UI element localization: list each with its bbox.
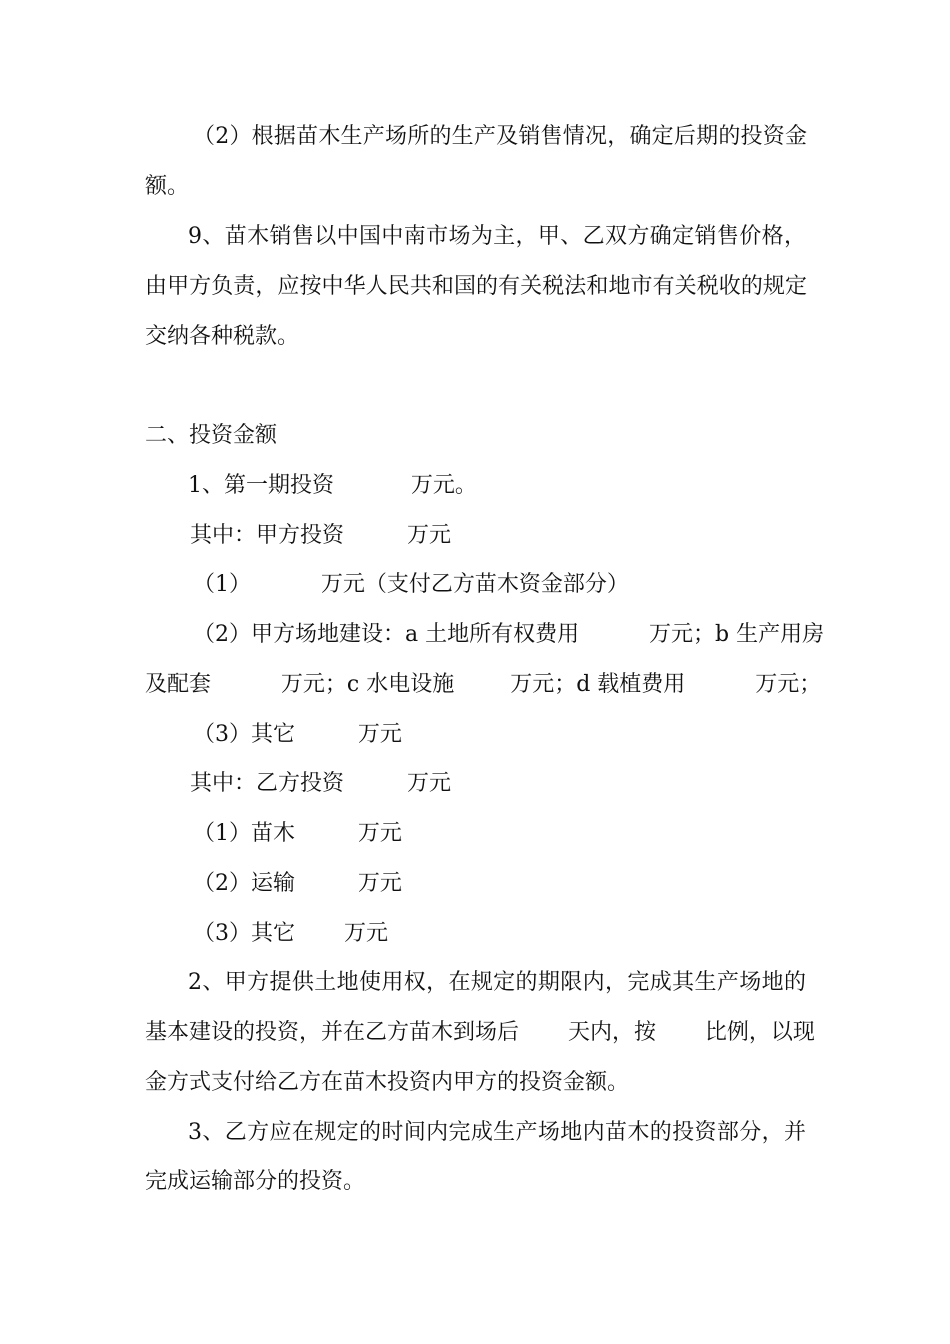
- paragraph-line: 其中：乙方投资 万元: [190, 771, 451, 796]
- paragraph-line: 基本建设的投资，并在乙方苗木到场后 天内，按 比例，以现: [145, 1020, 815, 1045]
- paragraph-line: 由甲方负责，应按中华人民共和国的有关税法和地市有关税收的规定: [145, 274, 807, 299]
- paragraph-line: 1、第一期投资 万元。: [188, 473, 477, 498]
- paragraph-line: （2）甲方场地建设：a 土地所有权费用 万元；b 生产用房: [193, 622, 825, 647]
- paragraph-line: （1） 万元（支付乙方苗木资金部分）: [193, 572, 629, 597]
- paragraph-line: 交纳各种税款。: [145, 324, 300, 349]
- paragraph-line: 2、甲方提供土地使用权，在规定的期限内，完成其生产场地的: [188, 970, 806, 995]
- paragraph-line: （2）根据苗木生产场所的生产及销售情况，确定后期的投资金: [193, 124, 807, 149]
- paragraph-line: 金方式支付给乙方在苗木投资内甲方的投资金额。: [145, 1070, 630, 1095]
- paragraph-line: 完成运输部分的投资。: [145, 1169, 366, 1194]
- paragraph-line: 额。: [145, 174, 190, 199]
- paragraph-line: 其中：甲方投资 万元: [190, 523, 451, 548]
- paragraph-line: 9、苗木销售以中国中南市场为主，甲、乙双方确定销售价格，: [188, 224, 806, 249]
- section-heading: 二、投资金额: [145, 423, 278, 448]
- paragraph-line: （3）其它 万元: [193, 921, 388, 946]
- paragraph-line: 及配套 万元；c 水电设施 万元；d 载植费用 万元；: [145, 672, 822, 697]
- paragraph-line: （3）其它 万元: [193, 722, 402, 747]
- paragraph-line: （1）苗木 万元: [193, 821, 402, 846]
- paragraph-line: （2）运输 万元: [193, 871, 402, 896]
- paragraph-line: 3、乙方应在规定的时间内完成生产场地内苗木的投资部分，并: [188, 1120, 806, 1145]
